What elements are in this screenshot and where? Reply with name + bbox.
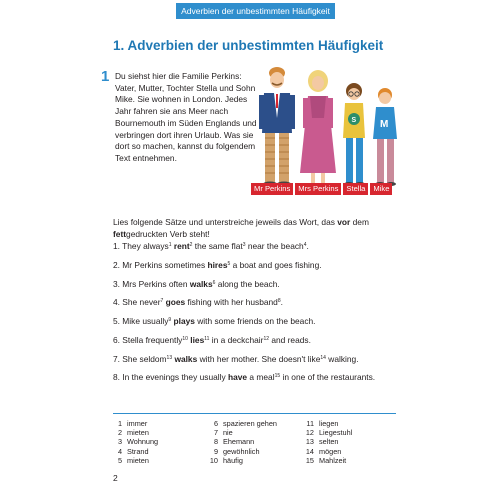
- exercise-instruction: [113, 217, 398, 240]
- bold-verb: lies: [190, 335, 205, 345]
- footnote-marker: 13: [166, 355, 173, 361]
- footnote-marker: 3: [242, 242, 246, 248]
- vocabulary-entry: [113, 456, 158, 465]
- vocabulary-number: 6: [213, 419, 218, 428]
- vocabulary-number: 8: [213, 437, 218, 447]
- character-captions: [251, 183, 392, 195]
- sentence-text: the same flat: [192, 241, 243, 251]
- bold-verb: have: [228, 372, 248, 382]
- vocabulary-entry: [113, 447, 158, 456]
- vocabulary-entry: [305, 456, 352, 465]
- caption-mike: Mike: [370, 183, 392, 195]
- caption-mrs-perkins: Mrs Perkins: [295, 183, 341, 195]
- stella-figure: [343, 83, 365, 186]
- sentence-text: near the beach: [245, 241, 304, 251]
- vocabulary-number: 11: [306, 419, 314, 428]
- sentence-text: fishing with her husband: [185, 297, 278, 307]
- vocabulary-entry: [305, 437, 352, 446]
- sentence-text: with some friends on the beach.: [194, 316, 316, 326]
- vocabulary-word: mieten: [127, 428, 149, 438]
- mrs-perkins-figure: [300, 70, 336, 187]
- vocabulary-entry: [209, 456, 277, 465]
- footnote-marker: 14: [320, 355, 326, 361]
- footnote-marker: 6: [212, 280, 216, 286]
- vocabulary-number: 3: [117, 437, 122, 447]
- vocabulary-number: 4: [117, 446, 122, 456]
- vocabulary-entry: [113, 437, 158, 446]
- exercise-sentence: [113, 372, 375, 383]
- exercise-sentence: [113, 260, 322, 271]
- vocabulary-word: Liegestuhl: [319, 428, 353, 438]
- sentence-text: 8. In the evenings they usually: [113, 372, 228, 382]
- vocabulary-word: liegen: [319, 419, 339, 428]
- sentence-text: .: [306, 241, 309, 251]
- instruction-text: Lies folgende Sätze und unterstreiche jeweils das Wort, das: [113, 217, 338, 227]
- footnote-marker: 1: [168, 242, 172, 248]
- vocabulary-entry: [305, 447, 352, 456]
- vocabulary-word: immer: [127, 419, 148, 428]
- bold-verb: plays: [173, 316, 195, 326]
- vocabulary-entry: [113, 428, 158, 437]
- page-number: 2: [113, 473, 118, 483]
- vocabulary-word: Strand: [127, 446, 149, 456]
- vocabulary-entry: [113, 419, 158, 428]
- footnote-marker: 10: [182, 336, 188, 342]
- vocabulary-column-2: [209, 419, 277, 465]
- bold-verb: walks: [189, 279, 213, 289]
- footnote-marker: 5: [227, 261, 231, 267]
- sentence-text: in a deckchair: [209, 335, 264, 345]
- caption-mr-perkins: Mr Perkins: [251, 183, 293, 195]
- vocabulary-column-1: [113, 419, 158, 465]
- sentence-text: 4. She never: [113, 297, 161, 307]
- vocabulary-number: 10: [209, 455, 218, 465]
- vocabulary-word: Mahlzeit: [319, 455, 347, 465]
- exercise-sentence: [113, 279, 280, 290]
- footnote-marker: 11: [204, 336, 210, 342]
- vocabulary-column-3: [305, 419, 352, 465]
- exercise-sentence: [113, 297, 283, 308]
- vocabulary-entry: [305, 428, 352, 437]
- vocabulary-number: 2: [117, 428, 122, 438]
- footnote-marker: 15: [274, 373, 281, 379]
- exercise-intro: Du siehst hier die Familie Perkins: Vater, Mutter, Tochter Stella und Sohn Mike. Sie wohnen in London. Jedes Jahr fahren sie ans Meer nach Bournemouth im Süden Englands und verbringen dort ihren Urlaub. Was sie dort so machen, kannst du folgendem Text entnehmen.: [115, 71, 257, 163]
- vocabulary-word: selten: [319, 437, 339, 447]
- sentence-text: in one of the restaurants.: [280, 372, 376, 382]
- bold-verb: goes: [165, 297, 186, 307]
- vocabulary-entry: [209, 447, 277, 456]
- exercise-number: 1: [101, 68, 110, 85]
- footnote-marker: 2: [189, 242, 193, 248]
- sentence-text: with her mother. She doesn't like: [197, 354, 321, 364]
- page-title: 1. Adverbien der unbestimmten Häufigkeit: [113, 38, 384, 53]
- vocabulary-number: 5: [117, 455, 122, 465]
- vocabulary-word: spazieren gehen: [223, 419, 277, 428]
- vocabulary-number: 15: [305, 455, 314, 465]
- vocabulary-word: Ehemann: [223, 437, 255, 447]
- sentence-text: 3. Mrs Perkins often: [113, 279, 190, 289]
- footnote-marker: 4: [303, 242, 307, 248]
- vocabulary-entry: [305, 419, 352, 428]
- caption-stella: Stella: [343, 183, 368, 195]
- exercise-sentence: [113, 354, 359, 365]
- vocabulary-divider: [113, 413, 396, 414]
- section-header-tab: Adverbien der unbestimmten Häufigkeit: [176, 3, 335, 19]
- vocabulary-number: 1: [117, 419, 122, 428]
- sentence-text: .: [280, 297, 283, 307]
- vocabulary-entry: [209, 428, 277, 437]
- bold-verb: hires: [207, 260, 228, 270]
- sentence-text: walking.: [325, 354, 359, 364]
- footnote-marker: 7: [160, 298, 164, 304]
- vocabulary-word: Wohnung: [127, 437, 159, 447]
- vocabulary-word: nie: [223, 428, 233, 438]
- sentence-text: 6. Stella frequently: [113, 335, 183, 345]
- sentence-text: 7. She seldom: [113, 354, 167, 364]
- vocabulary-word: mieten: [127, 455, 149, 465]
- sentence-text: 2. Mr Perkins sometimes: [113, 260, 208, 270]
- exercise-sentence: [113, 335, 311, 346]
- sentence-text: 5. Mike usually: [113, 316, 169, 326]
- footnote-marker: 12: [263, 336, 270, 342]
- sentence-text: a boat and goes fishing.: [230, 260, 322, 270]
- instruction-text: dem: [350, 217, 369, 227]
- vocabulary-entry: [209, 419, 277, 428]
- instruction-text: gedruckten Verb steht!: [126, 228, 210, 239]
- bold-verb: rent: [173, 241, 190, 251]
- sentence-text: and reads.: [269, 335, 311, 345]
- vocabulary-number: 13: [305, 437, 314, 447]
- instruction-bold-word: vor: [337, 217, 351, 227]
- exercise-sentence: [113, 316, 316, 327]
- instruction-bold-word: fett: [113, 228, 127, 239]
- family-illustration: [250, 63, 400, 195]
- sentence-text: a meal: [247, 372, 275, 382]
- bold-verb: walks: [174, 354, 198, 364]
- footnote-marker: 8: [277, 298, 281, 304]
- exercise-sentence: [113, 241, 309, 252]
- vocabulary-number: 12: [305, 428, 314, 438]
- vocabulary-number: 7: [213, 428, 218, 438]
- mr-perkins-figure: [259, 67, 295, 187]
- vocabulary-entry: [209, 437, 277, 446]
- vocabulary-number: 9: [213, 446, 218, 456]
- vocabulary-number: 14: [305, 446, 314, 456]
- mike-figure: [373, 88, 397, 186]
- vocabulary-word: mögen: [319, 446, 342, 456]
- footnote-marker: 9: [168, 317, 172, 323]
- svg-text:S: S: [351, 117, 357, 124]
- vocabulary-word: gewöhnlich: [223, 446, 260, 456]
- svg-text:M: M: [380, 119, 389, 130]
- sentence-text: 1. They always: [113, 241, 169, 251]
- sentence-text: along the beach.: [215, 279, 280, 289]
- vocabulary-word: häufig: [223, 455, 243, 465]
